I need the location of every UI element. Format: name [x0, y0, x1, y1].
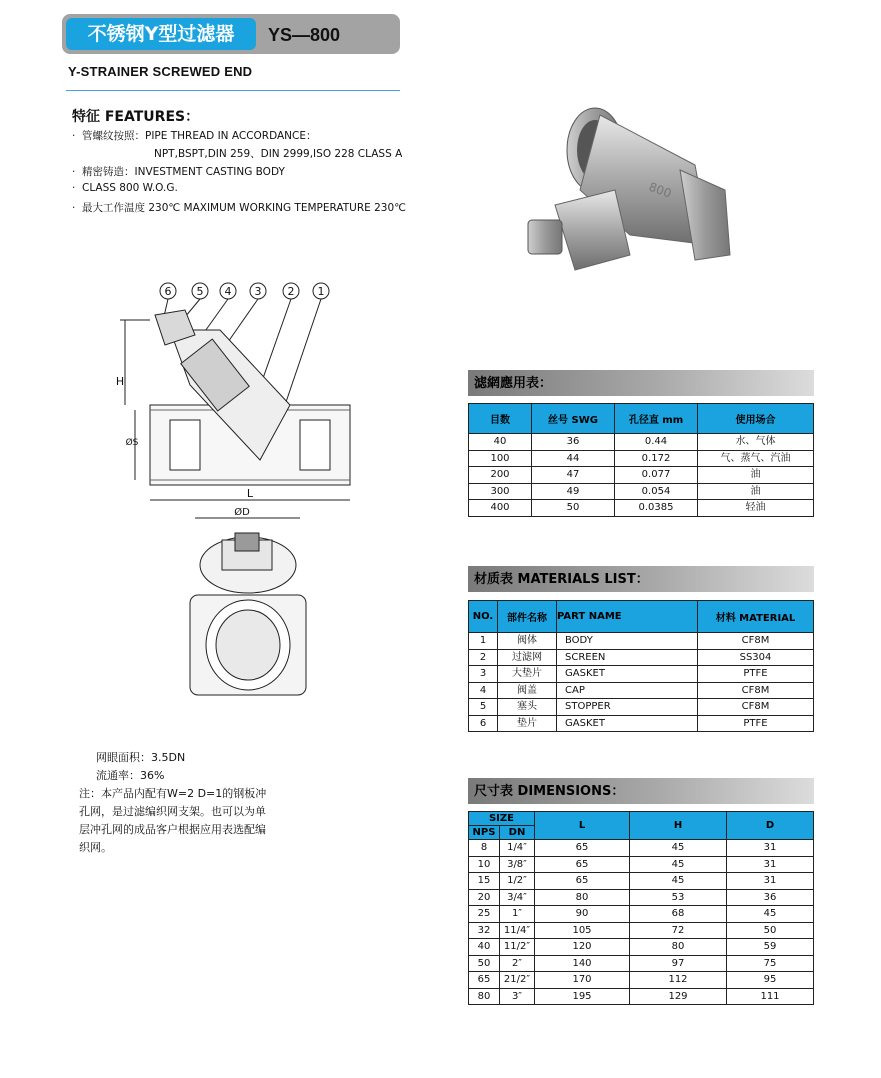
table-row: 400 50 0.0385 轻油: [469, 500, 814, 517]
table-row: 5 塞头 STOPPER CF8M: [469, 699, 814, 716]
mesh-table: [468, 403, 814, 517]
feature-item: · CLASS 800 W.O.G.: [72, 182, 178, 194]
feature-item: NPT,BSPT,DIN 259、DIN 2999,ISO 228 CLASS A: [154, 148, 403, 160]
table-row: 40 36 0.44 水、气体: [469, 434, 814, 451]
mesh-table-header: 目数 丝号 SWG 孔径直 mm 使用场合: [469, 404, 814, 434]
product-photo: [520, 95, 750, 295]
note-mesh-area: 网眼面积：3.5DN: [96, 751, 186, 764]
table-row: 2 过滤网 SCREEN SS304: [469, 649, 814, 666]
table-row: 15 1/2″ 65 45 31: [469, 873, 814, 890]
table-row: 20 3/4″ 80 53 36: [469, 889, 814, 906]
svg-text:800: 800: [646, 179, 674, 201]
callout-6: 6: [164, 285, 172, 298]
materials-table-title: 材质表 MATERIALS LIST：: [468, 566, 814, 592]
feature-item: · 管螺纹按照：PIPE THREAD IN ACCORDANCE：: [72, 130, 317, 142]
table-row: 10 3/8″ 65 45 31: [469, 856, 814, 873]
table-row: 3 大垫片 GASKET PTFE: [469, 666, 814, 683]
table-row: 8 1/4″ 65 45 31: [469, 840, 814, 857]
table-row: 6 垫片 GASKET PTFE: [469, 715, 814, 732]
table-row: 300 49 0.054 油: [469, 483, 814, 500]
feature-item: · 精密铸造：INVESTMENT CASTING BODY: [72, 166, 285, 178]
table-row: 25 1″ 90 68 45: [469, 906, 814, 923]
dimensions-table: SIZE L H D NPS DN 8 1/4″ 65 45 31 10 3/8″ 65 45 31 15 1/2″ 65 45 31 20 3/4″ 80 53 36 25 1″ 90 68 45 32 11/4″ 105 72 50 40 11/2″ 120 80 59 50 2″ 140 97 75 65 21/2″ 170 112 95 80 3″ 195 129 111: [468, 811, 814, 1005]
dim-l: L: [246, 487, 254, 500]
product-subtitle: Y-STRAINER SCREWED END: [68, 64, 253, 79]
callout-1: 1: [317, 285, 325, 298]
technical-drawing: [110, 275, 370, 715]
front-view: [190, 533, 306, 695]
product-title-cn: 不锈钢Y型过滤器: [66, 18, 256, 50]
features-title: 特征 FEATURES：: [72, 109, 200, 125]
product-model: YS—800: [268, 25, 341, 45]
callout-4: 4: [224, 285, 232, 298]
side-view: [150, 310, 350, 485]
divider-line: [66, 90, 400, 91]
table-row: 4 阀盖 CAP CF8M: [469, 682, 814, 699]
callout-2: 2: [287, 285, 295, 298]
note-flow-rate: 流通率：36%: [96, 769, 165, 782]
callout-3: 3: [254, 285, 262, 298]
dim-s: ØS: [125, 438, 139, 448]
mesh-table-title: 滤網應用表：: [468, 370, 814, 396]
table-row: 50 2″ 140 97 75: [469, 955, 814, 972]
note-line: 孔网，是过滤编织网支架。也可以为单: [79, 805, 266, 818]
callout-5: 5: [196, 285, 204, 298]
note-line: 织网。: [79, 841, 112, 854]
table-row: 32 11/4″ 105 72 50: [469, 922, 814, 939]
note-line: 层冲孔网的成品客户根据应用表选配编: [79, 823, 266, 836]
table-row: 100 44 0.172 气、蒸气、汽油: [469, 450, 814, 467]
dim-h: H: [115, 375, 125, 388]
strainer-body: [528, 108, 730, 270]
dim-d: ØD: [234, 507, 250, 518]
materials-table: [468, 600, 814, 732]
table-row: 65 21/2″ 170 112 95: [469, 972, 814, 989]
table-row: 40 11/2″ 120 80 59: [469, 939, 814, 956]
feature-item: · 最大工作温度 230℃ MAXIMUM WORKING TEMPERATURE 230℃: [72, 202, 406, 214]
table-row: 1 阀体 BODY CF8M: [469, 633, 814, 650]
table-row: 200 47 0.077 油: [469, 467, 814, 484]
table-row: 80 3″ 195 129 111: [469, 988, 814, 1005]
dimensions-table-title: 尺寸表 DIMENSIONS：: [468, 778, 814, 804]
note-line: 注：本产品内配有W=2 D=1的钢板冲: [79, 787, 267, 800]
materials-table-header: NO. 部件名称 PART NAME 材料 MATERIAL: [469, 601, 814, 633]
